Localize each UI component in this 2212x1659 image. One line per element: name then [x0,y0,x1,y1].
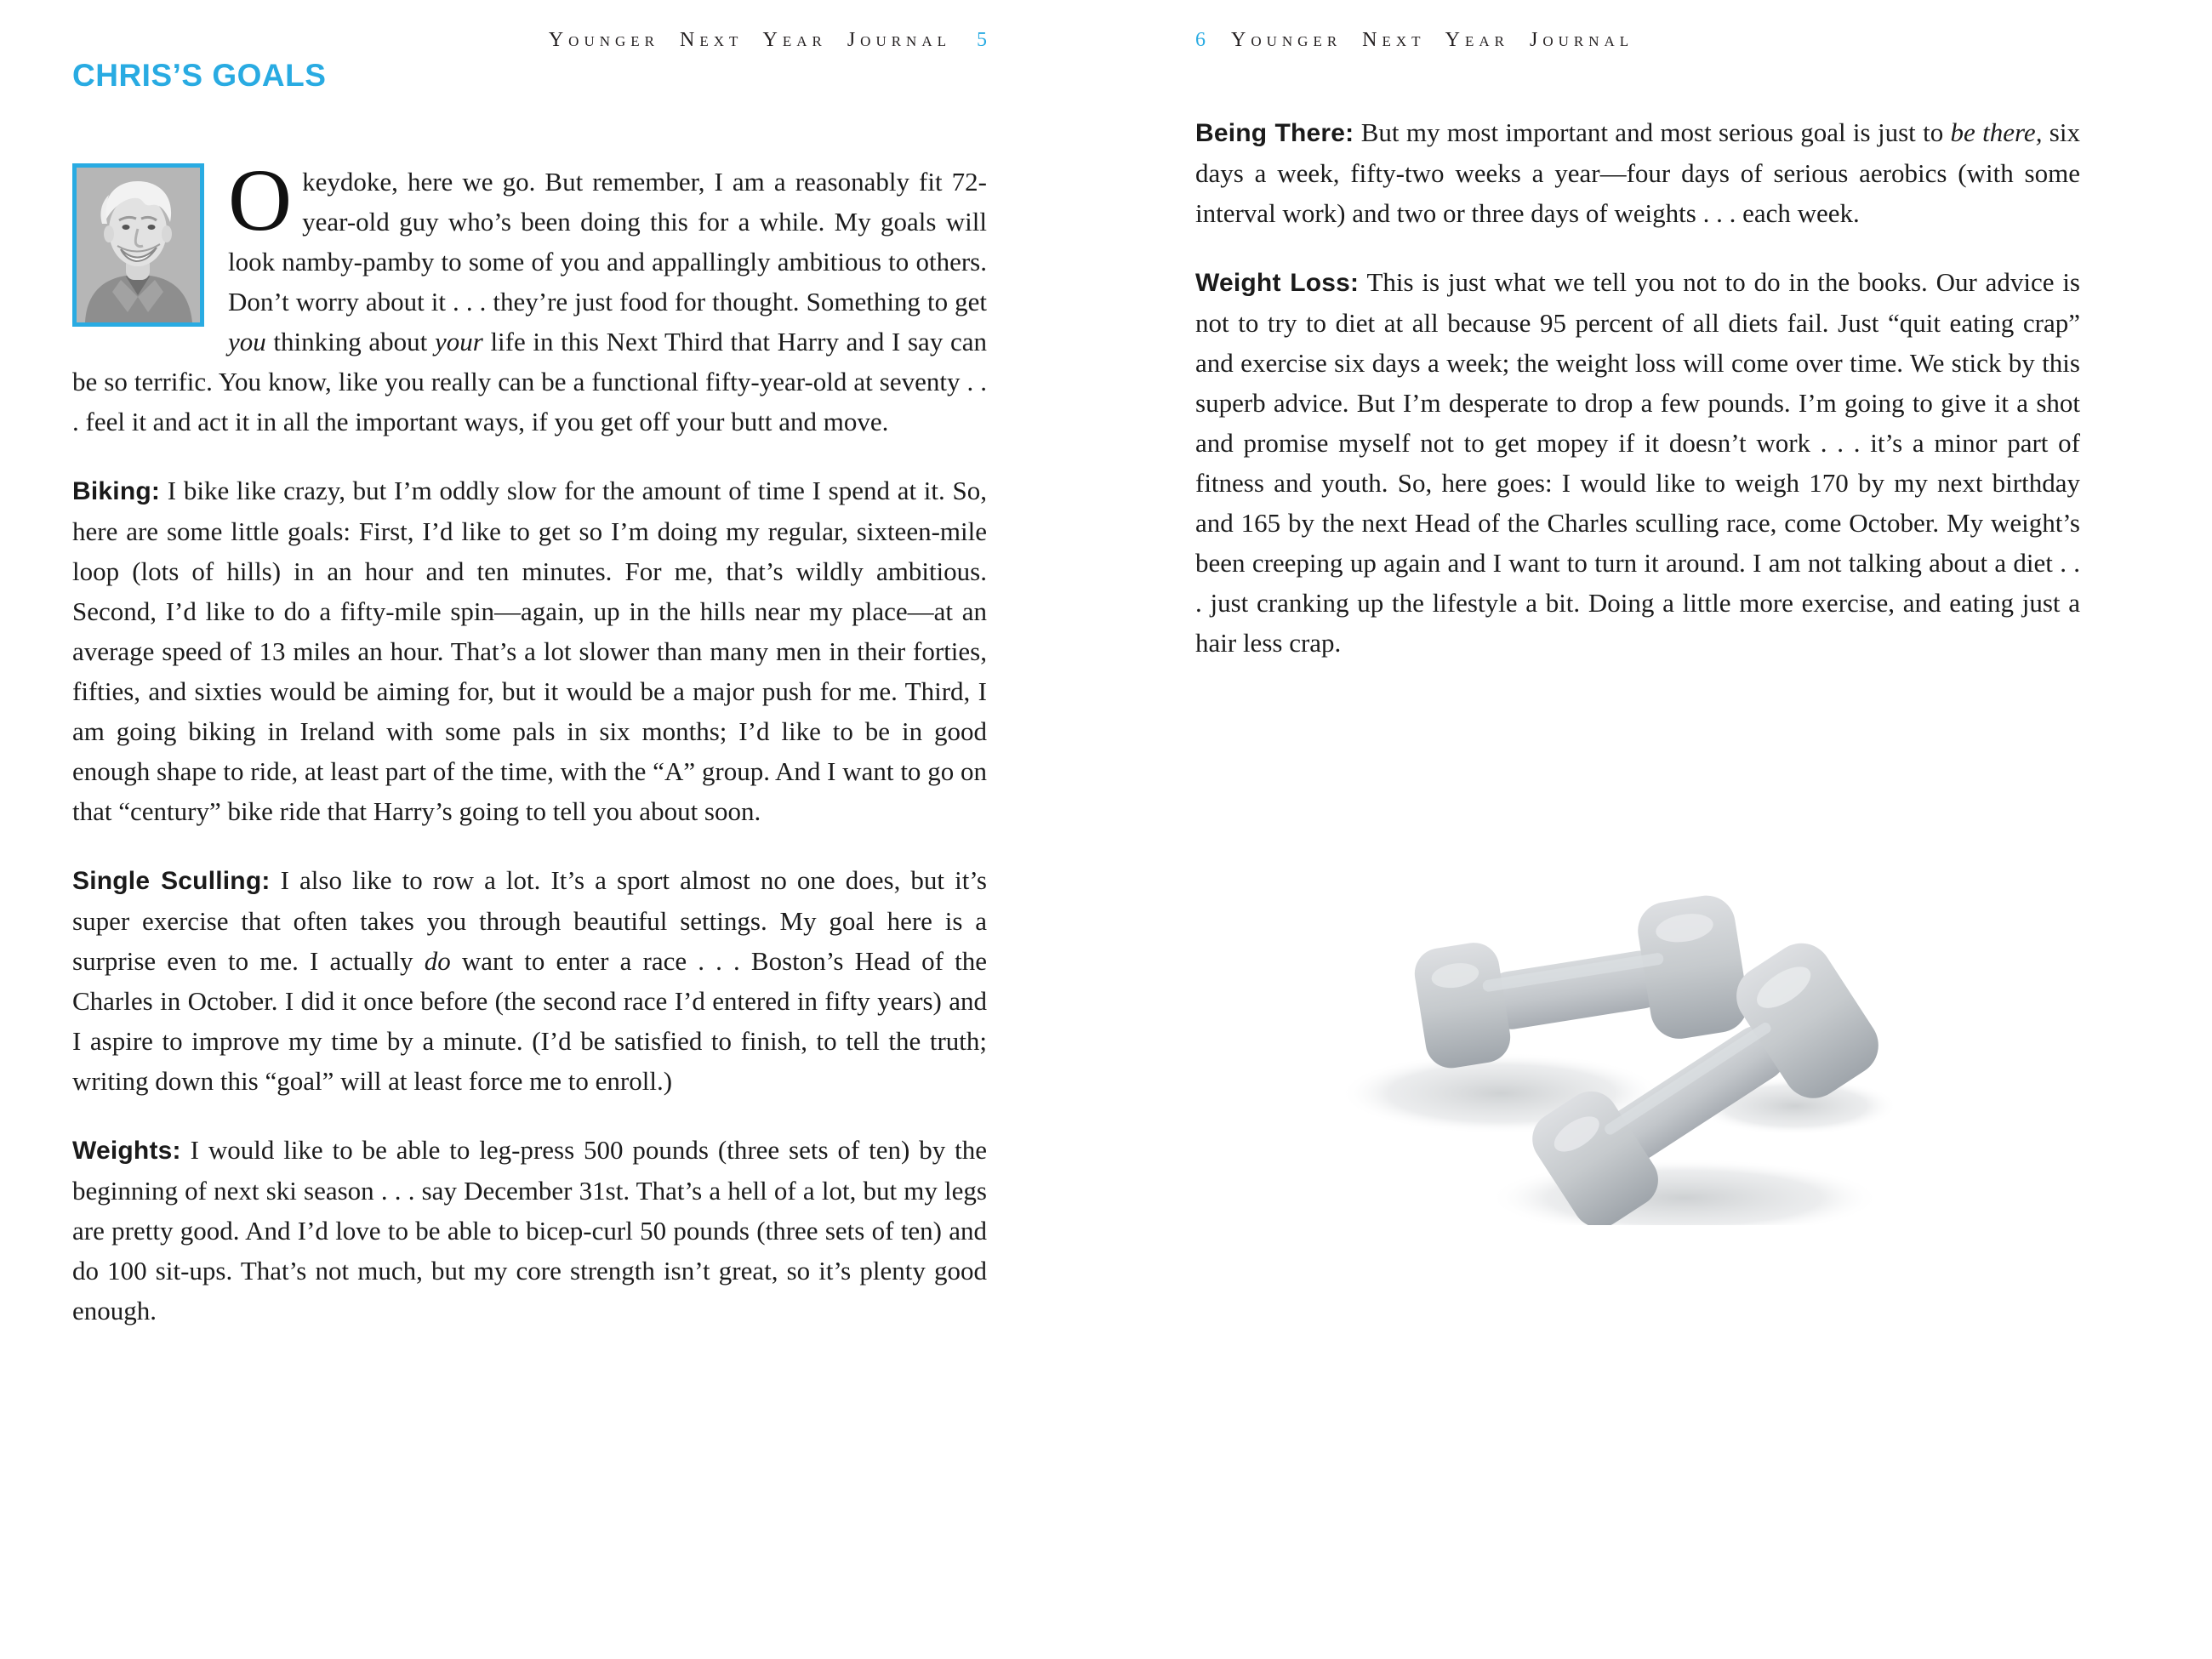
weights-label: Weights: [72,1137,181,1165]
weight-loss-label: Weight Loss: [1195,269,1360,297]
being-there-paragraph: Being There: But my most important and most serious goal is just to be there, six days a week, fifty-two weeks a year—four days of serious aerobics (with some interval work) and two or three days of weights . . . each week. [1195,117,2080,228]
intro-italic-you: you [228,327,266,356]
running-head-left [549,29,987,52]
right-page [1195,0,2080,1659]
left-page-content [72,151,987,1360]
left-page [72,0,987,1659]
running-head-right [1195,29,1633,52]
chris-portrait-photo [72,163,204,327]
weight-loss-paragraph: Weight Loss: This is just what we tell you not to do in the books. Our advice is not to try to diet at all because 95 percent of all diets fail. Just “quit eating crap” and exercise six days a week; the weight loss will come over time. We stick by this superb advice. But I’m desperate to drop a few pounds. I’m going to give it a shot and promise myself not to get mopey if it doesn’t work . . . it’s a minor part of fitness and youth. So, here goes: I would like to weigh 170 by my next birthday and 165 by the next Head of the Charles sculling race, come October. My weight’s been creeping up again and I want to turn it around. I am not talking about a diet . . . just cranking up the lifestyle a bit. Doing a little more exercise, and eating just a hair less crap. [1195,267,2081,658]
being-there-label: Being There: [1195,119,1354,147]
drop-cap: O [228,151,293,249]
dumbbells-image [1319,800,1957,1225]
intro-paragraph: Okeydoke, here we go. But remember, I am a reasonably fit 72-year-old guy who’s been doing this for a while. My goals will look namby-pamby to some of you and appallingly ambitious to others. Don’t worry about it . . . they’re just food for thought. Something to get you thinking about your life in this Next Third that Harry and I say can be so terrific. You know, like you really can be a functional fifty-year-old at seventy . . . feel it and act it in all the important ways, if you get off your butt and move. [72,151,987,436]
dumbbells-illustration [1319,800,1957,1225]
portrait-illustration [77,168,200,322]
being-there-italic: be there, [1950,117,2043,147]
biking-label: Biking: [72,477,161,505]
single-sculling-paragraph: Single Sculling: I also like to row a lot. It’s a sport almost no one does, but it’s super exercise that often takes you through beautiful settings. My goal here is a surprise even to me. I actually do want to enter a race . . . Boston’s Head of the Charles in October. I did it once before (the second race I’d entered in fifty years) and I aspire to improve my time by a minute. (I’d be satisfied to finish, to tell the truth; writing down this “goal” will at least force me to enroll.) [72,865,987,1096]
intro-text: keydoke, here we go. But remember, I am a reasonably fit 72-year-old guy who’s been doing this for a while. My goals will look namby-pamby to some of you and appallingly ambitious to others. Don’t worry about it . . . they’re just food for thought. Something to get [228,167,987,316]
sculling-italic-do: do [424,946,451,976]
page-title: CHRIS’S GOALS [72,58,327,93]
running-head-title: Younger Next Year Journal [1231,29,1634,51]
intro-italic-your: your [434,327,483,356]
running-head-title: Younger Next Year Journal [548,29,951,51]
biking-paragraph: Biking: I bike like crazy, but I’m oddly slow for the amount of time I spend at it. So, here are some little goals: First, I’d like to get so I’m doing my regular, sixteen-mile loop (lots of hills) in an hour and ten minutes. For me, that’s wildly ambitious. Second, I’d like to do a fifty-mile spin—again, up in the hills near my place—at an average speed of 13 miles an hour. That’s a lot slower than many men in their forties, fifties, and sixties would be aiming for, but it would be a major push for me. Third, I am going biking in Ireland with some pals in six months; I’d like to be in good enough shape to ride, at least part of the time, with the “A” group. And I want to go on that “century” bike ride that Harry’s going to tell you about soon. [72,476,987,826]
page-number-5: 5 [977,29,987,51]
page-number-6: 6 [1195,29,1206,51]
right-page-content [1195,112,2080,692]
single-sculling-label: Single Sculling: [72,867,271,895]
weights-paragraph: Weights: I would like to be able to leg-press 500 pounds (three sets of ten) by the beginning of next ski season . . . say December 31st. That’s a hell of a lot, but my legs are pretty good. And I’d love to be able to bicep-curl 50 pounds (three sets of ten) and do 100 sit-ups. That’s not much, but my core strength isn’t great, so it’s plenty good enough. [72,1135,987,1325]
